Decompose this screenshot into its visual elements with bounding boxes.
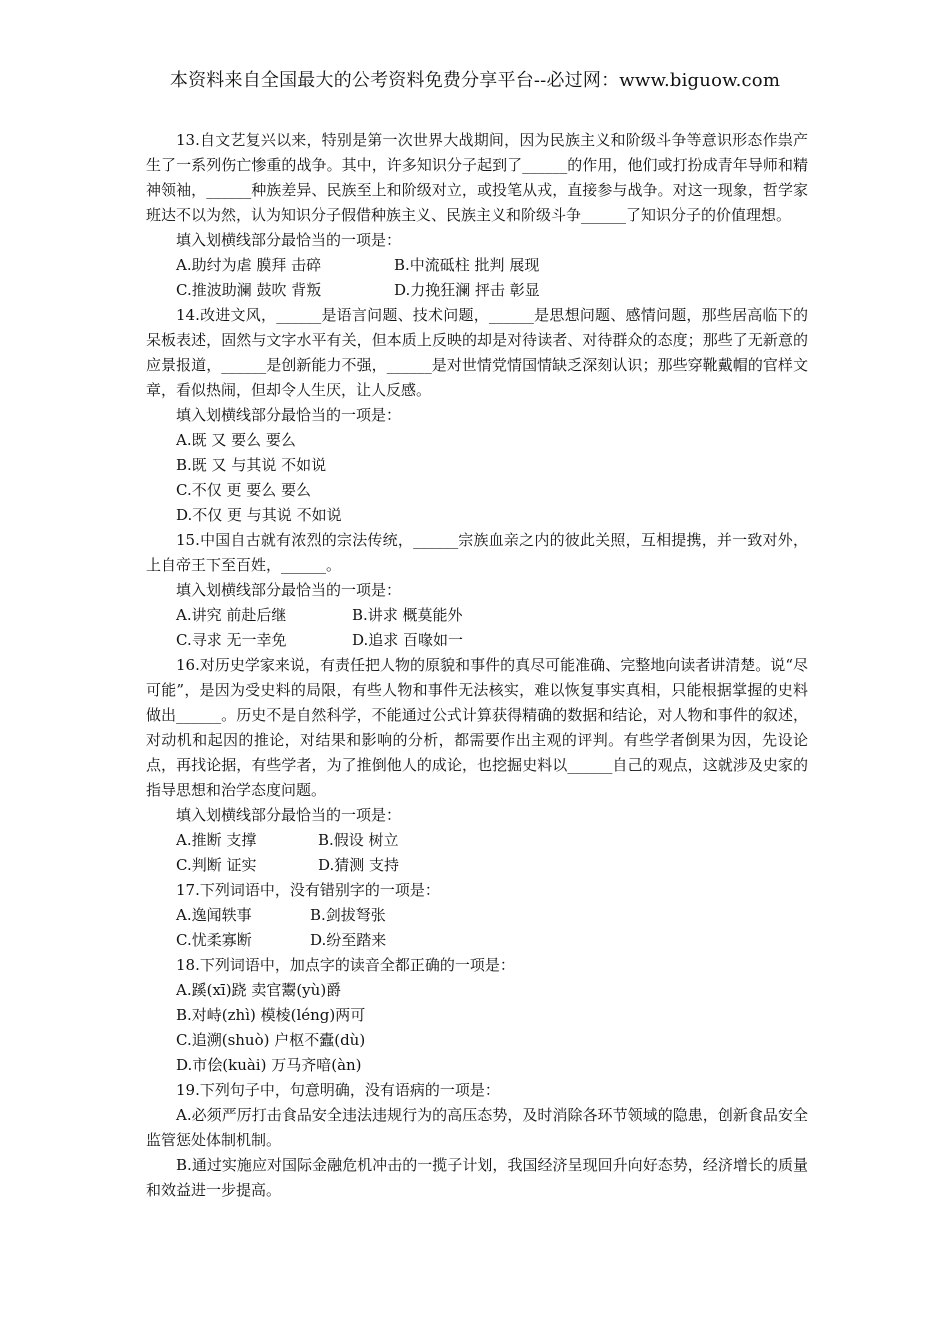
question-15-stem: 15.中国自古就有浓烈的宗法传统，______宗族血亲之内的彼此关照，互相提携，并一致对外，上自帝王下至百姓，______。	[146, 531, 808, 574]
question-14-option-c: C.不仅 更 要么 要么	[176, 481, 312, 499]
question-16-prompt: 填入划横线部分最恰当的一项是：	[176, 806, 402, 824]
question-17-stem: 17.下列词语中，没有错别字的一项是：	[176, 881, 440, 899]
page-header: 本资料来自全国最大的公考资料免费分享平台--必过网：www.biguow.com	[169, 70, 781, 91]
question-13-option-b: B.中流砥柱 批判 展现	[394, 256, 540, 274]
question-15-option-c: C.寻求 无一幸免	[176, 631, 287, 649]
question-13-options-row-2	[146, 278, 808, 303]
question-17-option-a: A.逸闻轶事	[176, 906, 252, 924]
question-18-option-a: A.蹊(xī)跷 卖官鬻(yù)爵	[176, 981, 342, 999]
document-body	[146, 128, 808, 1203]
question-13-stem: 13.自文艺复兴以来，特别是第一次世界大战期间，因为民族主义和阶级斗争等意识形态作祟产生了一系列伤亡惨重的战争。其中，许多知识分子起到了______的作用，他们或打扮成青年导师和精神领袖，______种族差异、民族至上和阶级对立，或投笔从戎，直接参与战争。对这一现象，哲学家班达不以为然，认为知识分子假借种族主义、民族主义和阶级斗争______了知识分子的价值理想。	[146, 131, 808, 224]
question-16-option-a: A.推断 支撑	[176, 831, 257, 849]
question-14-stem: 14.改进文风，______是语言问题、技术问题，______是思想问题、感情问题，那些居高临下的呆板表述，固然与文字水平有关，但本质上反映的却是对待读者、对待群众的态度；那些了无新意的应景报道，______是创新能力不强，______是对世情党情国情缺乏深刻认识；那些穿靴戴帽的官样文章，看似热闹，但却令人生厌，让人反感。	[146, 306, 808, 399]
question-14-option-b: B.既 又 与其说 不如说	[176, 456, 327, 474]
question-18-option-c: C.追溯(shuò) 户枢不蠹(dù)	[176, 1031, 366, 1049]
question-15-option-d: D.追求 百喙如一	[352, 631, 464, 649]
question-17-option-d: D.纷至踏来	[310, 931, 387, 949]
question-16-options-row-1	[146, 828, 808, 853]
question-17-options-row-1	[146, 903, 808, 928]
question-17-option-c: C.忧柔寡断	[176, 931, 252, 949]
question-14-prompt: 填入划横线部分最恰当的一项是：	[176, 406, 402, 424]
question-15-prompt: 填入划横线部分最恰当的一项是：	[176, 581, 402, 599]
question-16-option-c: C.判断 证实	[176, 856, 257, 874]
question-13-option-d: D.力挽狂澜 抨击 彰显	[394, 281, 540, 299]
question-19-option-a: A.必须严厉打击食品安全违法违规行为的高压态势，及时消除各环节领域的隐患，创新食品安全监管惩处体制机制。	[146, 1106, 808, 1149]
question-18-stem: 18.下列词语中，加点字的读音全都正确的一项是：	[176, 956, 515, 974]
question-18-option-b: B.对峙(zhì) 模棱(léng)两可	[176, 1006, 366, 1024]
question-13-option-c: C.推波助澜 鼓吹 背叛	[176, 281, 322, 299]
question-13-prompt: 填入划横线部分最恰当的一项是：	[176, 231, 402, 249]
question-15-options-row-1	[146, 603, 808, 628]
question-16-options-row-2	[146, 853, 808, 878]
question-14-option-d: D.不仅 更 与其说 不如说	[176, 506, 342, 524]
question-15-options-row-2	[146, 628, 808, 653]
question-13-options-row-1	[146, 253, 808, 278]
question-17-options-row-2	[146, 928, 808, 953]
question-17-option-b: B.剑拔弩张	[310, 906, 386, 924]
question-19-stem: 19.下列句子中，句意明确，没有语病的一项是：	[176, 1081, 500, 1099]
question-18-option-d: D.市侩(kuài) 万马齐喑(àn)	[176, 1056, 362, 1074]
question-15-option-b: B.讲求 概莫能外	[352, 606, 463, 624]
question-19-option-b: B.通过实施应对国际金融危机冲击的一揽子计划，我国经济呈现回升向好态势，经济增长的质量和效益进一步提高。	[146, 1156, 808, 1199]
question-14-option-a: A.既 又 要么 要么	[176, 431, 296, 449]
question-16-option-d: D.猜测 支持	[318, 856, 400, 874]
question-16-stem: 16.对历史学家来说，有责任把人物的原貌和事件的真尽可能准确、完整地向读者讲清楚。说“尽可能”，是因为受史料的局限，有些人物和事件无法核实，难以恢复事实真相，只能根据掌握的史料做出______。历史不是自然科学，不能通过公式计算获得精确的数据和结论，对人物和事件的叙述，对动机和起因的推论，对结果和影响的分析，都需要作出主观的评判。有些学者倒果为因，先设论点，再找论据，有些学者，为了推倒他人的成论，也挖掘史料以______自己的观点，这就涉及史家的指导思想和治学态度问题。	[146, 656, 808, 799]
question-16-option-b: B.假设 树立	[318, 831, 399, 849]
question-15-option-a: A.讲究 前赴后继	[176, 606, 287, 624]
question-13-option-a: A.助纣为虐 膜拜 击碎	[176, 256, 322, 274]
